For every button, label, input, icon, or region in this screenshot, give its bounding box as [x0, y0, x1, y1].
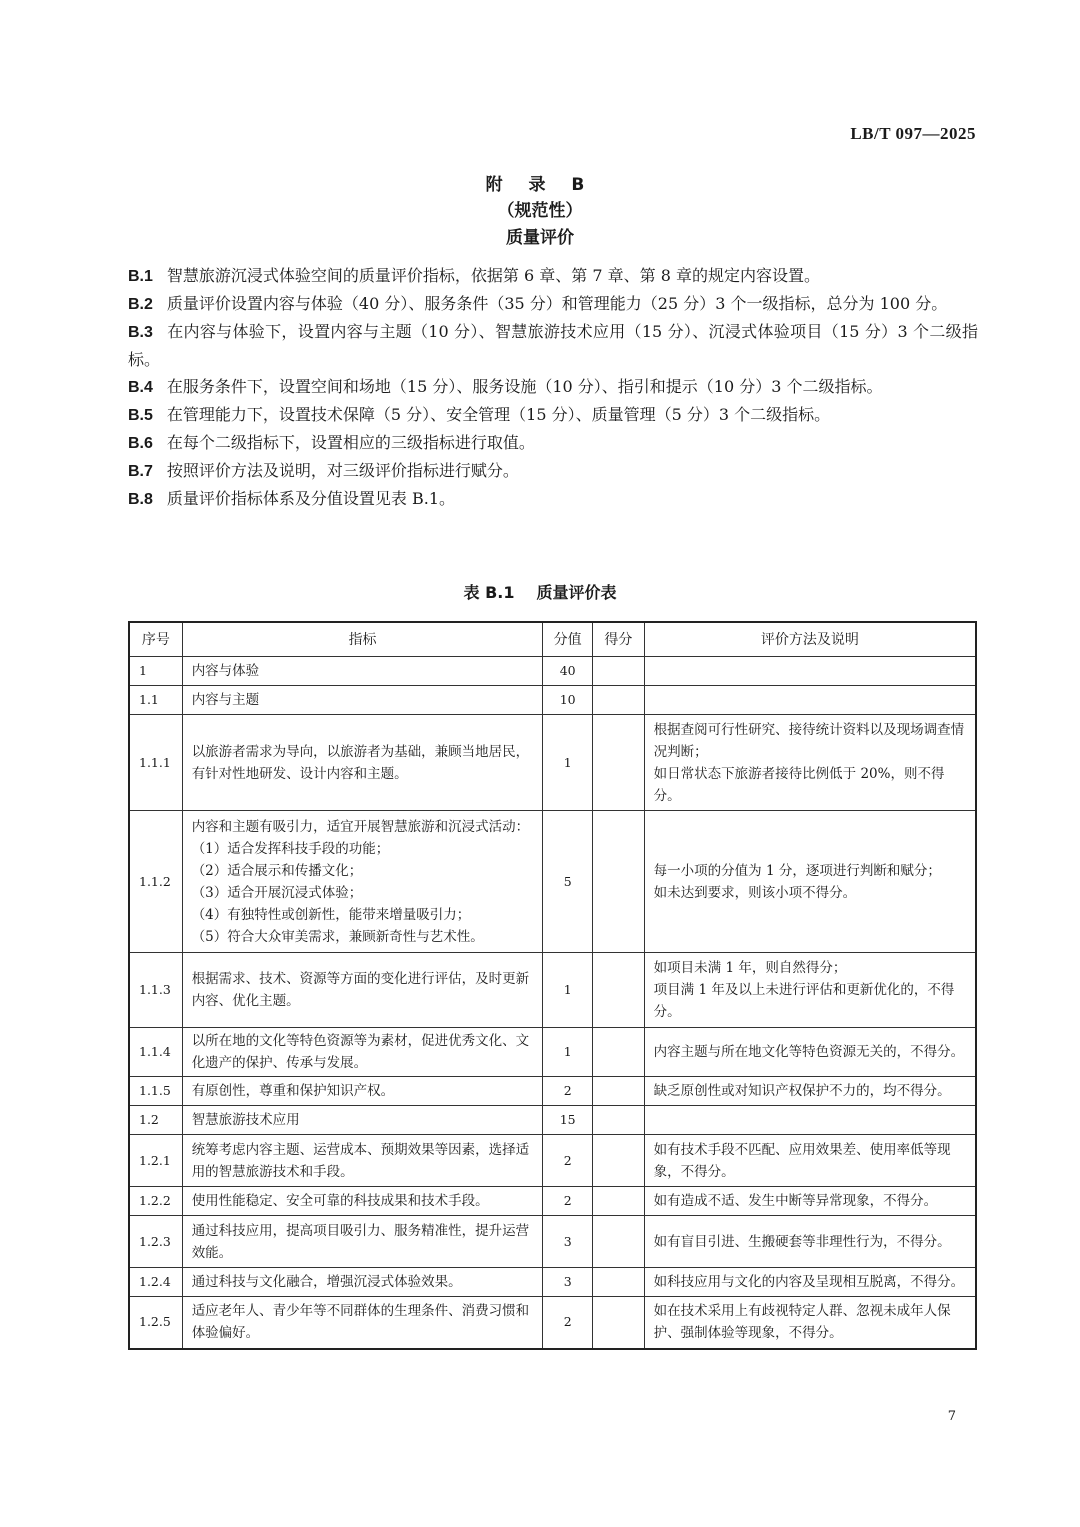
row-method: 如项目未满 1 年，则自然得分； 项目满 1 年及以上未进行评估和更新优化的，不得分。	[644, 953, 976, 1028]
row-indicator: 以旅游者需求为导向，以旅游者为基础，兼顾当地居民，有针对性地研发、设计内容和主题。	[182, 715, 543, 811]
row-number: 1.2.1	[129, 1135, 182, 1187]
clause-number: B.4	[128, 379, 153, 396]
table-row	[129, 1135, 976, 1187]
row-method: 如有盲目引进、生搬硬套等非理性行为，不得分。	[644, 1216, 976, 1268]
clause	[128, 262, 978, 290]
row-indicator: 通过科技与文化融合，增强沉浸式体验效果。	[182, 1268, 543, 1297]
clause	[128, 290, 978, 318]
clause-list	[128, 262, 978, 513]
row-score: 1	[543, 1028, 593, 1077]
row-method	[644, 657, 976, 686]
clause	[128, 429, 978, 457]
table-row	[129, 1297, 976, 1349]
table-caption	[0, 580, 1080, 603]
row-obtained	[593, 1135, 645, 1187]
row-obtained	[593, 1028, 645, 1077]
row-indicator: 内容和主题有吸引力，适宜开展智慧旅游和沉浸式活动： （1）适合发挥科技手段的功能； （2）适合展示和传播文化； （3）适合开展沉浸式体验； （4）有独特性或创新性，能带来增量吸引力； （5）符合大众审美需求，兼顾新奇性与艺术性。	[182, 811, 543, 953]
row-method: 内容主题与所在地文化等特色资源无关的，不得分。	[644, 1028, 976, 1077]
clause-text: 在服务条件下，设置空间和场地（15 分）、服务设施（10 分）、指引和提示（10 分）3 个二级指标。	[166, 377, 883, 396]
clause-text: 按照评价方法及说明，对三级评价指标进行赋分。	[166, 461, 519, 480]
clause-text: 在每个二级指标下，设置相应的三级指标进行取值。	[166, 433, 535, 452]
row-number: 1.1.3	[129, 953, 182, 1028]
row-method	[644, 1106, 976, 1135]
table-caption-label: 表 B.1	[463, 583, 515, 602]
row-indicator: 适应老年人、青少年等不同群体的生理条件、消费习惯和体验偏好。	[182, 1297, 543, 1349]
appendix-status: （规范性）	[497, 201, 583, 221]
row-method: 如有造成不适、发生中断等异常现象，不得分。	[644, 1187, 976, 1216]
header-obtained: 得分	[593, 622, 645, 657]
row-obtained	[593, 1187, 645, 1216]
header-no: 序号	[129, 622, 182, 657]
clause-text: 质量评价指标体系及分值设置见表 B.1。	[166, 489, 456, 508]
table-row	[129, 715, 976, 811]
page-number: 7	[947, 1409, 956, 1424]
row-obtained	[593, 1077, 645, 1106]
row-indicator: 以所在地的文化等特色资源等为素材，促进优秀文化、文化遗产的保护、传承与发展。	[182, 1028, 543, 1077]
row-score: 40	[543, 657, 593, 686]
header-method: 评价方法及说明	[644, 622, 976, 657]
clause-text: 在内容与体验下，设置内容与主题（10 分）、智慧旅游技术应用（15 分）、沉浸式体验项目（15 分）3 个二级指标。	[128, 322, 978, 369]
clause-number: B.2	[128, 296, 153, 313]
row-obtained	[593, 1216, 645, 1268]
row-method: 缺乏原创性或对知识产权保护不力的，均不得分。	[644, 1077, 976, 1106]
table-body	[129, 657, 976, 1349]
row-score: 2	[543, 1297, 593, 1349]
clause-number: B.6	[128, 435, 153, 452]
row-score: 3	[543, 1216, 593, 1268]
row-indicator: 内容与主题	[182, 686, 543, 715]
table-header-row	[129, 622, 976, 657]
row-number: 1.1.5	[129, 1077, 182, 1106]
row-score: 10	[543, 686, 593, 715]
row-indicator: 内容与体验	[182, 657, 543, 686]
header-indicator: 指标	[182, 622, 543, 657]
row-obtained	[593, 1297, 645, 1349]
row-obtained	[593, 715, 645, 811]
row-indicator: 有原创性，尊重和保护知识产权。	[182, 1077, 543, 1106]
row-number: 1.1.4	[129, 1028, 182, 1077]
clause-number: B.8	[128, 491, 153, 508]
row-method: 如科技应用与文化的内容及呈现相互脱离，不得分。	[644, 1268, 976, 1297]
row-indicator: 使用性能稳定、安全可靠的科技成果和技术手段。	[182, 1187, 543, 1216]
row-score: 1	[543, 953, 593, 1028]
table-row	[129, 1216, 976, 1268]
appendix-title: 质量评价	[506, 228, 574, 248]
row-obtained	[593, 953, 645, 1028]
row-score: 1	[543, 715, 593, 811]
row-score: 2	[543, 1187, 593, 1216]
table-row	[129, 1268, 976, 1297]
clause-text: 在管理能力下，设置技术保障（5 分）、安全管理（15 分）、质量管理（5 分）3 个二级指标。	[166, 405, 831, 424]
table-row	[129, 953, 976, 1028]
row-method: 如有技术手段不匹配、应用效果差、使用率低等现象，不得分。	[644, 1135, 976, 1187]
row-number: 1.1	[129, 686, 182, 715]
row-score: 5	[543, 811, 593, 953]
row-number: 1.2.4	[129, 1268, 182, 1297]
row-indicator: 智慧旅游技术应用	[182, 1106, 543, 1135]
row-obtained	[593, 657, 645, 686]
clause-text: 智慧旅游沉浸式体验空间的质量评价指标，依据第 6 章、第 7 章、第 8 章的规定内容设置。	[166, 266, 820, 285]
clause	[128, 401, 978, 429]
quality-evaluation-table	[128, 621, 977, 1350]
appendix-label: 附 录 B	[485, 175, 595, 195]
standard-number: LB/T 097—2025	[850, 124, 976, 143]
clause	[128, 485, 978, 513]
clause-number: B.7	[128, 463, 153, 480]
row-number: 1.1.2	[129, 811, 182, 953]
row-score: 2	[543, 1077, 593, 1106]
clause	[128, 318, 978, 373]
header-score: 分值	[543, 622, 593, 657]
table-row	[129, 657, 976, 686]
table-row	[129, 1028, 976, 1077]
table-row	[129, 686, 976, 715]
row-number: 1.2.3	[129, 1216, 182, 1268]
clause-number: B.1	[128, 268, 153, 285]
row-score: 15	[543, 1106, 593, 1135]
row-score: 2	[543, 1135, 593, 1187]
row-method: 如在技术采用上有歧视特定人群、忽视未成年人保护、强制体验等现象，不得分。	[644, 1297, 976, 1349]
row-obtained	[593, 1268, 645, 1297]
row-number: 1	[129, 657, 182, 686]
row-method: 每一小项的分值为 1 分，逐项进行判断和赋分； 如未达到要求，则该小项不得分。	[644, 811, 976, 953]
table-row	[129, 1187, 976, 1216]
table-row	[129, 1077, 976, 1106]
clause-number: B.5	[128, 407, 153, 424]
row-method	[644, 686, 976, 715]
clause	[128, 373, 978, 401]
row-obtained	[593, 1106, 645, 1135]
table-row	[129, 1106, 976, 1135]
clause-text: 质量评价设置内容与体验（40 分）、服务条件（35 分）和管理能力（25 分）3 个一级指标，总分为 100 分。	[166, 294, 948, 313]
row-score: 3	[543, 1268, 593, 1297]
table-row	[129, 811, 976, 953]
row-number: 1.2	[129, 1106, 182, 1135]
row-number: 1.1.1	[129, 715, 182, 811]
row-method: 根据查阅可行性研究、接待统计资料以及现场调查情况判断； 如日常状态下旅游者接待比例低于 20%，则不得分。	[644, 715, 976, 811]
clause	[128, 457, 978, 485]
row-obtained	[593, 686, 645, 715]
row-indicator: 统筹考虑内容主题、运营成本、预期效果等因素，选择适用的智慧旅游技术和手段。	[182, 1135, 543, 1187]
row-indicator: 根据需求、技术、资源等方面的变化进行评估，及时更新内容、优化主题。	[182, 953, 543, 1028]
table-caption-title: 质量评价表	[536, 583, 617, 602]
row-number: 1.2.2	[129, 1187, 182, 1216]
row-number: 1.2.5	[129, 1297, 182, 1349]
row-indicator: 通过科技应用，提高项目吸引力、服务精准性，提升运营效能。	[182, 1216, 543, 1268]
row-obtained	[593, 811, 645, 953]
clause-number: B.3	[128, 324, 153, 341]
